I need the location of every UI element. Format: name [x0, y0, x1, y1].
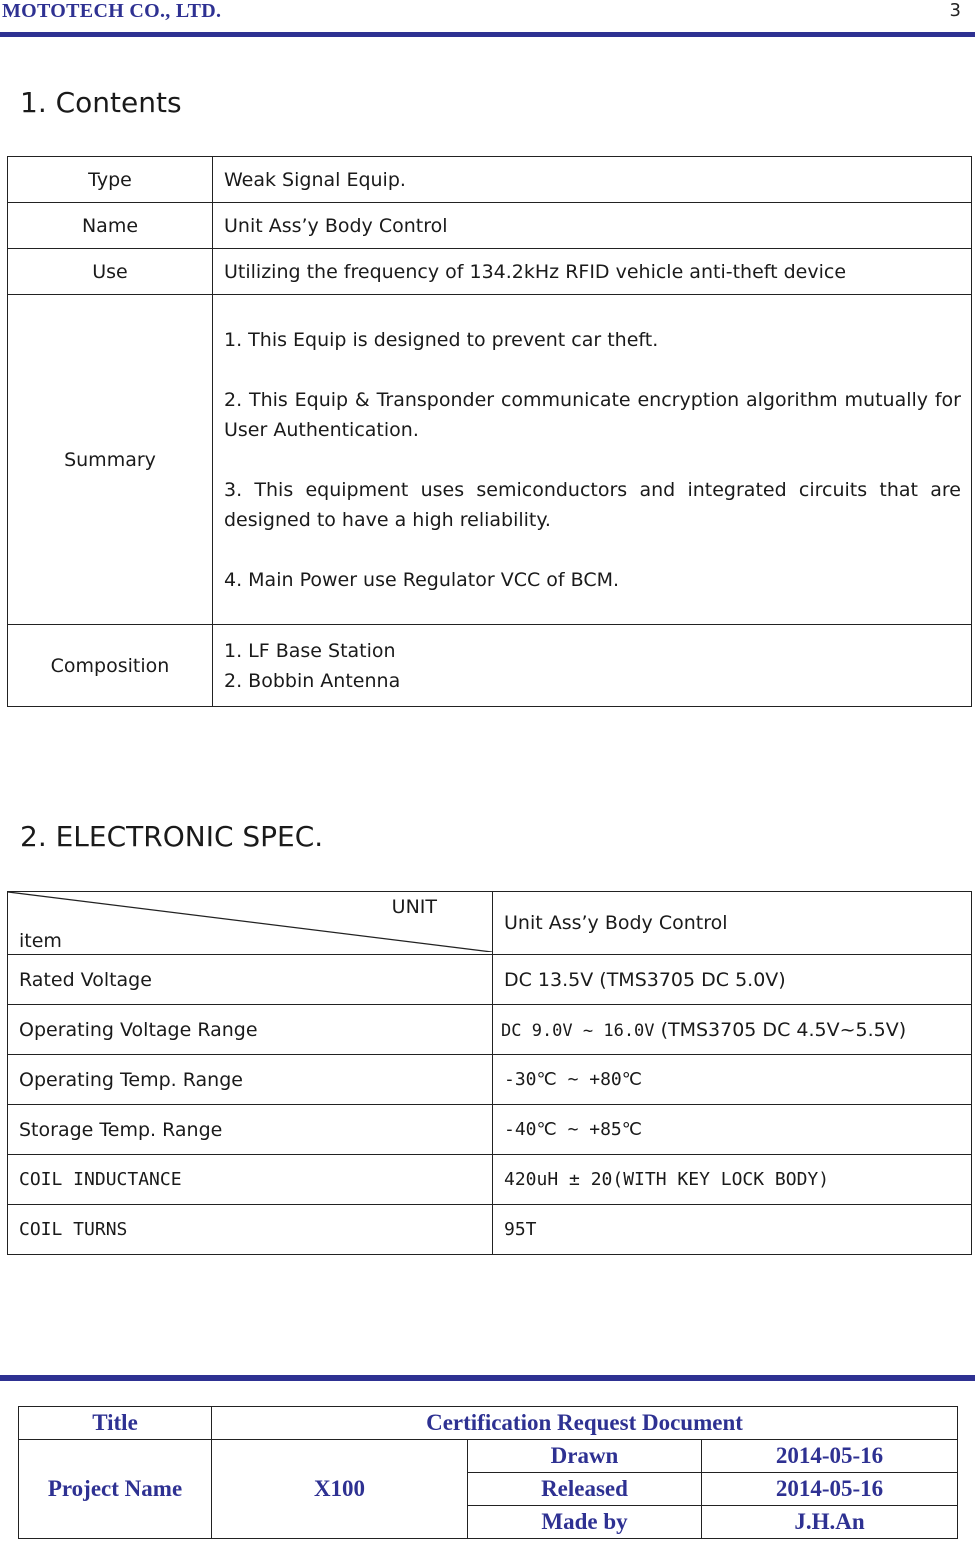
title-value: Certification Request Document — [212, 1407, 958, 1440]
table-row — [8, 1205, 972, 1255]
table-row — [8, 249, 972, 295]
spec-value: 420uH ± 20(WITH KEY LOCK BODY) — [493, 1155, 972, 1205]
summary-item: 2. This Equip & Transponder communicate encryption algorithm mutually for User Authentication. — [224, 388, 961, 441]
type-label: Type — [8, 157, 213, 203]
made-by-value: J.H.An — [702, 1506, 958, 1539]
diagonal-header-cell — [8, 892, 493, 955]
unit-header-label: UNIT — [391, 896, 437, 918]
title-label: Title — [19, 1407, 212, 1440]
drawn-label: Drawn — [468, 1440, 702, 1473]
item-header-label: item — [19, 930, 62, 952]
footer-row — [19, 1440, 958, 1473]
summary-value — [213, 295, 972, 625]
section-contents-title: 1. Contents — [20, 86, 182, 119]
table-row — [8, 157, 972, 203]
composition-item: 1. LF Base Station — [224, 639, 396, 662]
spec-value: DC 13.5V (TMS3705 DC 5.0V) — [493, 955, 972, 1005]
project-name-label: Project Name — [19, 1440, 212, 1539]
summary-label: Summary — [8, 295, 213, 625]
table-row — [8, 955, 972, 1005]
footer-row — [19, 1407, 958, 1440]
footer-table — [18, 1406, 958, 1539]
type-value: Weak Signal Equip. — [213, 157, 972, 203]
spec-item: COIL TURNS — [8, 1205, 493, 1255]
table-row — [8, 295, 972, 625]
released-date: 2014-05-16 — [702, 1473, 958, 1506]
spec-value: -30℃ ~ +80℃ — [493, 1055, 972, 1105]
spec-value — [493, 1005, 972, 1055]
spec-value-part: DC 9.0V ~ 16.0V — [501, 1020, 655, 1041]
contents-table — [7, 156, 972, 707]
spec-value: 95T — [493, 1205, 972, 1255]
summary-item: 1. This Equip is designed to prevent car theft. — [224, 328, 659, 351]
made-by-label: Made by — [468, 1506, 702, 1539]
table-row — [8, 625, 972, 707]
spec-item: Operating Temp. Range — [8, 1055, 493, 1105]
summary-item: 4. Main Power use Regulator VCC of BCM. — [224, 568, 620, 591]
spec-value: -40℃ ~ +85℃ — [493, 1105, 972, 1155]
section-spec-title: 2. ELECTRONIC SPEC. — [20, 820, 324, 853]
header-rule — [0, 32, 975, 37]
table-row — [8, 1155, 972, 1205]
table-header-row — [8, 892, 972, 955]
spec-value-part: (TMS3705 DC 4.5V~5.5V) — [654, 1018, 907, 1041]
composition-label: Composition — [8, 625, 213, 707]
composition-value — [213, 625, 972, 707]
name-label: Name — [8, 203, 213, 249]
use-value: Utilizing the frequency of 134.2kHz RFID vehicle anti-theft device — [213, 249, 972, 295]
table-row — [8, 203, 972, 249]
spec-item: COIL INDUCTANCE — [8, 1155, 493, 1205]
page-number: 3 — [949, 0, 961, 21]
released-label: Released — [468, 1473, 702, 1506]
spec-item: Storage Temp. Range — [8, 1105, 493, 1155]
project-name-value: X100 — [212, 1440, 468, 1539]
spec-item: Operating Voltage Range — [8, 1005, 493, 1055]
table-row — [8, 1055, 972, 1105]
use-label: Use — [8, 249, 213, 295]
column-header: Unit Ass’y Body Control — [493, 892, 972, 955]
summary-item: 3. This equipment uses semiconductors and integrated circuits that are designed to have a high reliability. — [224, 478, 961, 531]
footer-rule — [0, 1375, 975, 1381]
spec-table — [7, 891, 972, 1255]
table-row — [8, 1005, 972, 1055]
spec-item: Rated Voltage — [8, 955, 493, 1005]
company-name: MOTOTECH CO., LTD. — [2, 0, 222, 22]
composition-item: 2. Bobbin Antenna — [224, 669, 401, 692]
name-value: Unit Ass’y Body Control — [213, 203, 972, 249]
table-row — [8, 1105, 972, 1155]
drawn-date: 2014-05-16 — [702, 1440, 958, 1473]
